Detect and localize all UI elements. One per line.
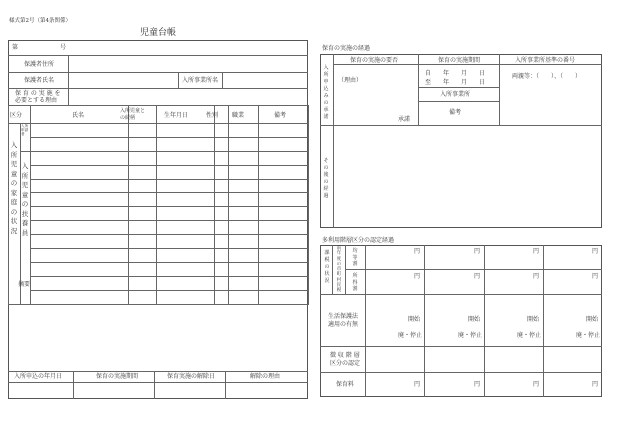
bottom-header-cancel-reason: 解除の理由	[250, 373, 281, 380]
tax-row-equal: 均等割	[352, 248, 358, 267]
yen-r2c4: 円	[592, 273, 599, 280]
guardian-name-label: 保護者氏名	[24, 77, 55, 84]
tax-row-income: 所得割	[352, 273, 358, 292]
header-period: 保育の実施期間	[438, 57, 481, 64]
welfare-stop-c2: 廃・停止	[458, 332, 483, 339]
fee-yen-c3: 円	[533, 381, 540, 388]
yen-r1c1: 円	[414, 248, 421, 255]
col-remarks: 備考	[274, 112, 287, 119]
family-group-label: 入所児童の家庭の状況	[10, 141, 18, 235]
later-progress-label: その後の経過	[323, 158, 329, 199]
period-from: 自 年 月 日	[425, 70, 486, 77]
summary-label: 摘要	[18, 281, 31, 288]
fee-yen-c2: 円	[474, 381, 481, 388]
bottom-header-period: 保育の実施期間	[96, 373, 139, 380]
fee-tier-title: 多利用階層区分の認定経過	[322, 237, 395, 244]
yen-r2c2: 円	[474, 273, 481, 280]
yen-r1c4: 円	[592, 248, 599, 255]
form-id: 様式第2号（第4条関係）	[9, 18, 71, 24]
welfare-label-2: 適用の有無	[328, 321, 359, 328]
welfare-start-c4: 開始	[586, 316, 599, 323]
reason-label-1: 保 育 の 実 施 を	[15, 90, 61, 97]
tax-sub-label: 前年度の市町村民税	[336, 246, 342, 294]
applicant-char: 入所申請者	[21, 124, 29, 137]
care-progress-title: 保育の実施の経過	[322, 45, 371, 52]
approval-label: 承諾	[398, 116, 411, 123]
col-occupation: 職業	[232, 112, 245, 119]
number-label-1: 第	[12, 44, 19, 51]
facility-label: 入所事業所	[440, 91, 471, 98]
yen-r2c3: 円	[533, 273, 540, 280]
header-necessity: 保育の実施の要否	[350, 57, 399, 64]
reason-note: （理由）	[338, 77, 363, 84]
reason-label-2: 必要とする理由	[15, 97, 58, 104]
yen-r2c1: 円	[414, 273, 421, 280]
col-relationship: 入所児童との続柄	[120, 108, 146, 121]
welfare-start-c3: 開始	[527, 316, 540, 323]
family-table	[8, 105, 309, 305]
yen-r1c2: 円	[474, 248, 481, 255]
acceptance-vertical-label: 入所申込みの承諾	[323, 65, 329, 120]
guardian-address-label: 保護者住所	[24, 61, 55, 68]
remarks-label: 備考	[449, 109, 462, 116]
welfare-start-c2: 開始	[468, 316, 481, 323]
fee-yen-c1: 円	[414, 381, 421, 388]
welfare-stop-c3: 廃・停止	[517, 332, 542, 339]
parents-entry: 両親等：（ ）、（ ）	[512, 73, 582, 80]
bottom-header-cancel-date: 保育実施の解除日	[167, 373, 216, 380]
header-standard-number: 入所事業所基準の番号	[515, 57, 576, 64]
bottom-header-apply-date: 入所申込の年月日	[14, 373, 63, 380]
facility-name-label: 入所事業所名	[182, 77, 219, 84]
col-birthdate: 生年月日	[164, 112, 189, 119]
period-to: 至 年 月 日	[425, 79, 486, 86]
tier-label-1: 徴 収 階 層	[330, 352, 360, 359]
number-label-2: 号	[60, 44, 67, 51]
welfare-start-c1: 開始	[408, 316, 421, 323]
tier-label-2: 区分の認定	[330, 360, 361, 367]
fee-yen-c4: 円	[592, 381, 599, 388]
page-title: 児童台帳	[140, 28, 177, 38]
fee-label: 保育料	[336, 381, 355, 388]
col-category: 区分	[10, 112, 23, 119]
col-gender: 性別	[206, 112, 219, 119]
welfare-label-1: 生活保護法	[328, 313, 359, 320]
welfare-stop-c4: 廃・停止	[576, 332, 601, 339]
welfare-stop-c1: 廃・停止	[398, 332, 423, 339]
support-group-label: 入所児童の扶養員	[21, 162, 29, 237]
yen-r1c3: 円	[533, 248, 540, 255]
col-name: 氏名	[72, 112, 85, 119]
tax-status-label: 課税の状況	[324, 250, 330, 284]
